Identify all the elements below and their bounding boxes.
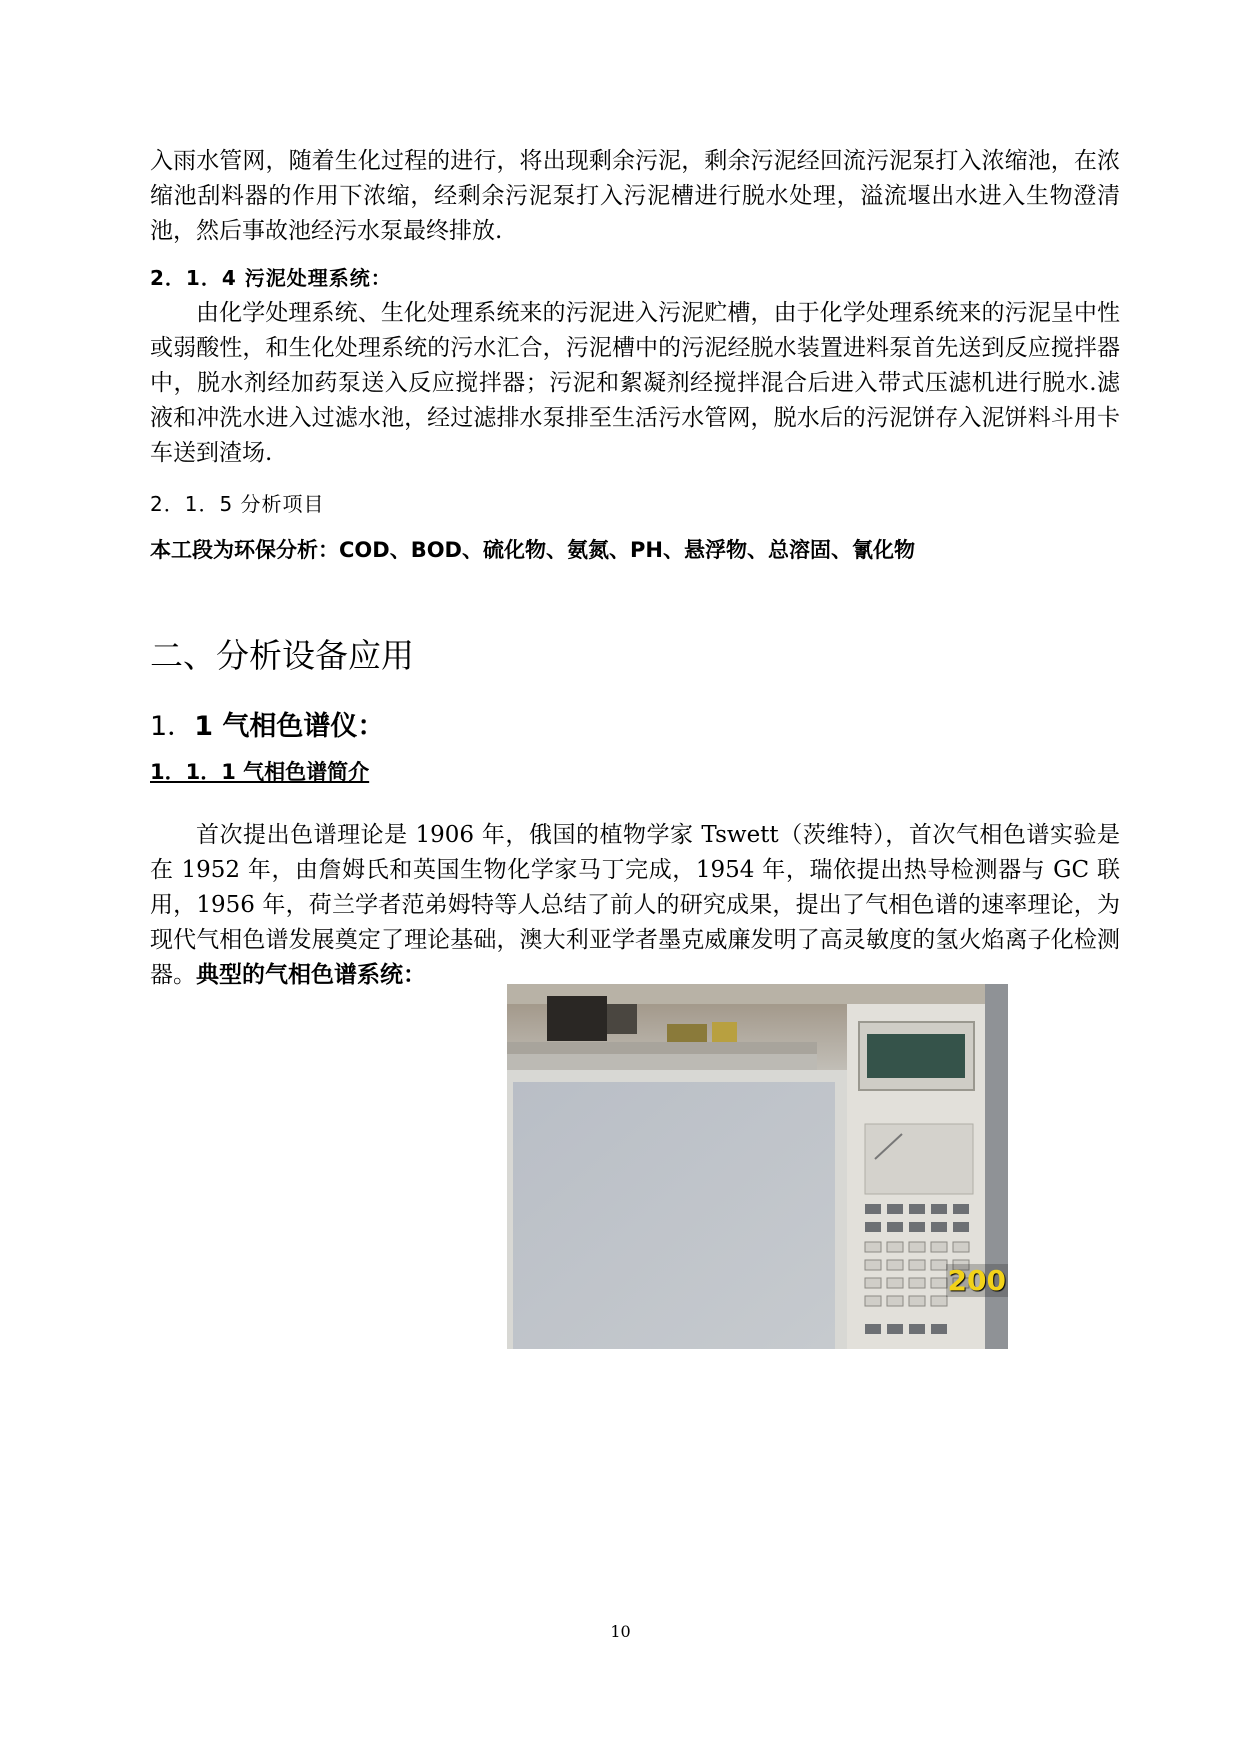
chapter-2-heading: 二、分析设备应用: [150, 636, 414, 675]
photo-overlay-text: 200: [947, 1264, 1006, 1297]
section-2-1-4-heading: 2．1．4 污泥处理系统：: [150, 266, 392, 290]
section-1-1-1-text: 首次提出色谱理论是 1906 年，俄国的植物学家 Tswett（茨维特），首次气相色谱实验是在 1952 年，由詹姆氏和英国生物化学家马丁完成，1954 年，瑞依提出热导检测器与 GC 联用，1956 年，荷兰学者范弟姆特等人总结了前人的研究成果，提出了气相色谱的速率理论，为现代气相色谱发展奠定了理论基础，澳大利亚学者墨克威廉发明了高灵敏度的氢火焰离子化检测器。: [150, 822, 1120, 988]
section-2-1-5-heading: 2．1．5 分析项目: [150, 492, 325, 516]
section-1-1-number: 1．: [150, 711, 195, 742]
page-number: 10: [610, 1622, 631, 1641]
section-1-1-heading: [150, 704, 384, 743]
section-2-1-5-body: 本工段为环保分析：COD、BOD、硫化物、氨氮、PH、悬浮物、总溶固、氰化物: [150, 538, 915, 562]
gc-instrument-photo: [507, 984, 1008, 1349]
section-2-1-4-body: 由化学处理系统、生化处理系统来的污泥进入污泥贮槽，由于化学处理系统来的污泥呈中性或弱酸性，和生化处理系统的污水汇合，污泥槽中的污泥经脱水装置进料泵首先送到反应搅拌器中，脱水剂经加药泵送入反应搅拌器；污泥和絮凝剂经搅拌混合后进入带式压滤机进行脱水.滤液和冲洗水进入过滤水池，经过滤排水泵排至生活污水管网，脱水后的污泥饼存入泥饼料斗用卡车送到渣场.: [150, 300, 1120, 466]
section-1-1-title: 1 气相色谱仪：: [194, 711, 385, 742]
section-1-1-1-bold-tail: 典型的气相色谱系统：: [196, 962, 426, 988]
section-1-1-1-heading: 1．1．1 气相色谱简介: [150, 760, 370, 784]
top-paragraph: 入雨水管网，随着生化过程的进行，将出现剩余污泥，剩余污泥经回流污泥泵打入浓缩池，在浓缩池刮料器的作用下浓缩，经剩余污泥泵打入污泥槽进行脱水处理，溢流堰出水进入生物澄清池，然后事故池经污水泵最终排放.: [150, 148, 1120, 244]
section-1-1-1-body: [150, 818, 1120, 993]
